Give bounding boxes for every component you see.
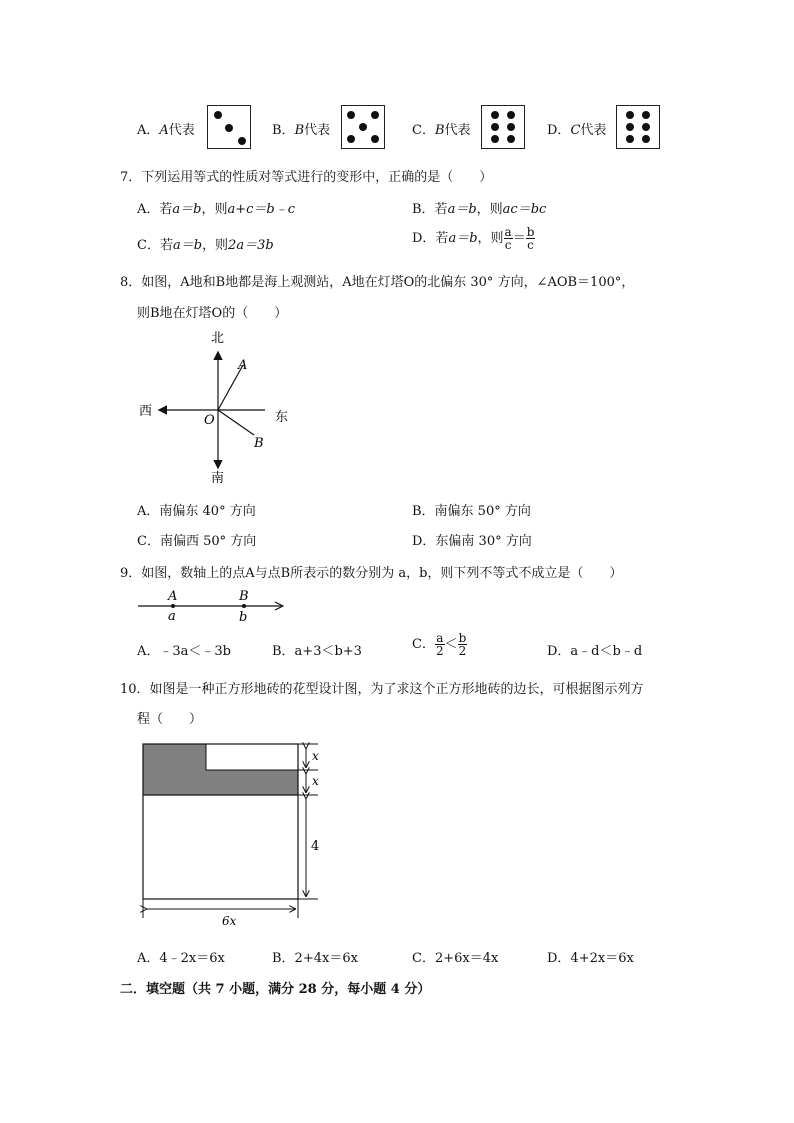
section-two-heading: 二．填空题（共 7 小题，满分 28 分，每小题 4 分） <box>120 982 431 997</box>
q10-option-c: C．2+6x＝4x <box>412 951 499 966</box>
q8-option-b: B．南偏东 50° 方向 <box>412 504 531 519</box>
fraction-b-over-c: $\frac{b}{c}$ <box>526 225 535 252</box>
number-line-figure <box>135 588 290 626</box>
q10-option-a: A．4﹣2x＝6x <box>137 951 225 966</box>
q9-option-a: A．﹣3a＜﹣3b <box>137 644 232 659</box>
die-five <box>341 105 385 149</box>
q10-option-b: B．2+4x＝6x <box>272 951 358 966</box>
q7-option-c: C．若a＝b，则2a＝3b <box>137 238 274 253</box>
label-point-a: A <box>168 589 178 604</box>
q7-option-b: B．若a＝b，则ac＝bc <box>412 202 547 217</box>
point-b-dot <box>242 604 246 608</box>
shaded-region <box>143 744 298 795</box>
q9-option-d: D．a﹣d＜b﹣d <box>547 644 643 659</box>
point-a-dot <box>171 604 175 608</box>
q9-stem: 9．如图，数轴上的点A与点B所表示的数分别为 a，b，则下列不等式不成立是（ ） <box>120 566 623 581</box>
label-point-a: A <box>238 358 248 373</box>
die-three <box>207 105 251 149</box>
label-value-a: a <box>168 609 176 624</box>
q10-stem-line1: 10．如图是一种正方形地砖的花型设计图，为了求这个正方形地砖的边长，可根据图示列方 <box>120 682 644 697</box>
q7-stem: 7．下列运用等式的性质对等式进行的变形中，正确的是（ ） <box>120 170 493 185</box>
q8-option-a: A．南偏东 40° 方向 <box>137 504 256 519</box>
label-x-middle: x <box>312 774 319 788</box>
label-south: 南 <box>211 471 225 485</box>
label-point-b: B <box>239 589 249 604</box>
label-four: 4 <box>311 839 320 854</box>
q8-stem-line2: 则B地在灯塔O的（ ） <box>137 306 288 321</box>
q6-option-c: C．B代表 <box>412 123 471 138</box>
label-east: 东 <box>275 410 289 425</box>
label-north: 北 <box>211 331 225 346</box>
q6-option-b: B．B代表 <box>272 123 331 138</box>
q10-option-d: D．4+2x＝6x <box>547 951 634 966</box>
q7-option-a: A．若a＝b，则a+c＝b﹣c <box>137 202 296 217</box>
die-six-d <box>616 105 660 149</box>
fraction-b-over-2: $\frac{b}{2}$ <box>458 631 467 658</box>
compass-figure <box>135 325 305 485</box>
die-six-c <box>481 105 525 149</box>
tile-figure <box>138 738 333 928</box>
q8-stem-line1: 8．如图，A地和B地都是海上观测站，A地在灯塔O的北偏东 30° 方向，∠AOB＝100°， <box>120 275 635 290</box>
label-point-b: B <box>254 436 264 451</box>
label-x-top: x <box>312 749 319 763</box>
q8-option-d: D．东偏南 30° 方向 <box>412 534 532 549</box>
label-six-x: 6x <box>222 914 237 928</box>
q9-option-b: B．a+3＜b+3 <box>272 644 362 659</box>
q6-option-d: D．C代表 <box>547 123 607 138</box>
q9-option-c: C． $\frac{a}{2}$ ＜ $\frac{b}{2}$ <box>412 631 467 658</box>
q10-stem-line2: 程（ ） <box>137 712 203 727</box>
label-value-b: b <box>239 610 248 625</box>
fraction-a-over-c: $\frac{a}{c}$ <box>504 225 512 252</box>
q7-option-d: D．若a＝b，则 $\frac{a}{c}$ ＝ $\frac{b}{c}$ <box>412 225 535 252</box>
ray-ob <box>218 410 254 435</box>
q6-option-a: A．A代表 <box>137 123 195 138</box>
q8-option-c: C．南偏西 50° 方向 <box>137 534 257 549</box>
fraction-a-over-2: $\frac{a}{2}$ <box>435 631 444 658</box>
label-point-o: O <box>204 413 215 428</box>
label-west: 西 <box>139 404 153 419</box>
